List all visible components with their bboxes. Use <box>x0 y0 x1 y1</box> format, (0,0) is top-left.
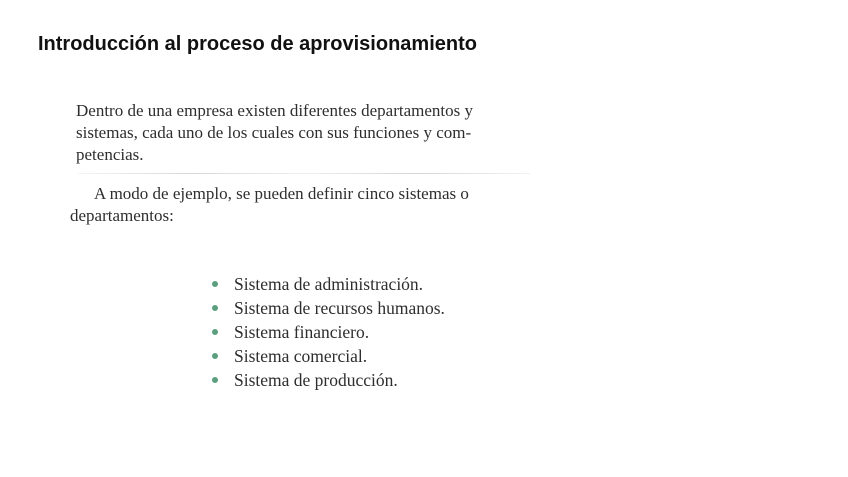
list-item <box>212 272 445 296</box>
list-item-label: Sistema de producción. <box>234 370 398 390</box>
bullet-icon <box>212 281 218 287</box>
scanned-text-image <box>70 100 540 227</box>
list-item-label: Sistema financiero. <box>234 322 370 342</box>
bullet-icon <box>212 353 218 359</box>
list-item-label: Sistema de administración. <box>234 274 424 294</box>
list-item <box>212 368 445 392</box>
systems-list <box>212 272 445 392</box>
list-item <box>212 320 445 344</box>
slide-title: Introducción al proceso de aprovisionamiento <box>38 33 477 55</box>
intro-paragraph: Dentro de una empresa existen diferentes departamentos y sistemas, cada uno de los cuales con sus funciones y com- petencias. <box>76 101 473 164</box>
list-item-label: Sistema comercial. <box>234 346 368 366</box>
example-paragraph: A modo de ejemplo, se pueden definir cinco sistemas o departamentos: <box>70 184 469 225</box>
list-item <box>212 296 445 320</box>
bullet-icon <box>212 305 218 311</box>
scan-divider <box>78 173 530 174</box>
bullet-icon <box>212 377 218 383</box>
list-item <box>212 344 445 368</box>
bullet-icon <box>212 329 218 335</box>
list-item-label: Sistema de recursos humanos. <box>234 298 445 318</box>
